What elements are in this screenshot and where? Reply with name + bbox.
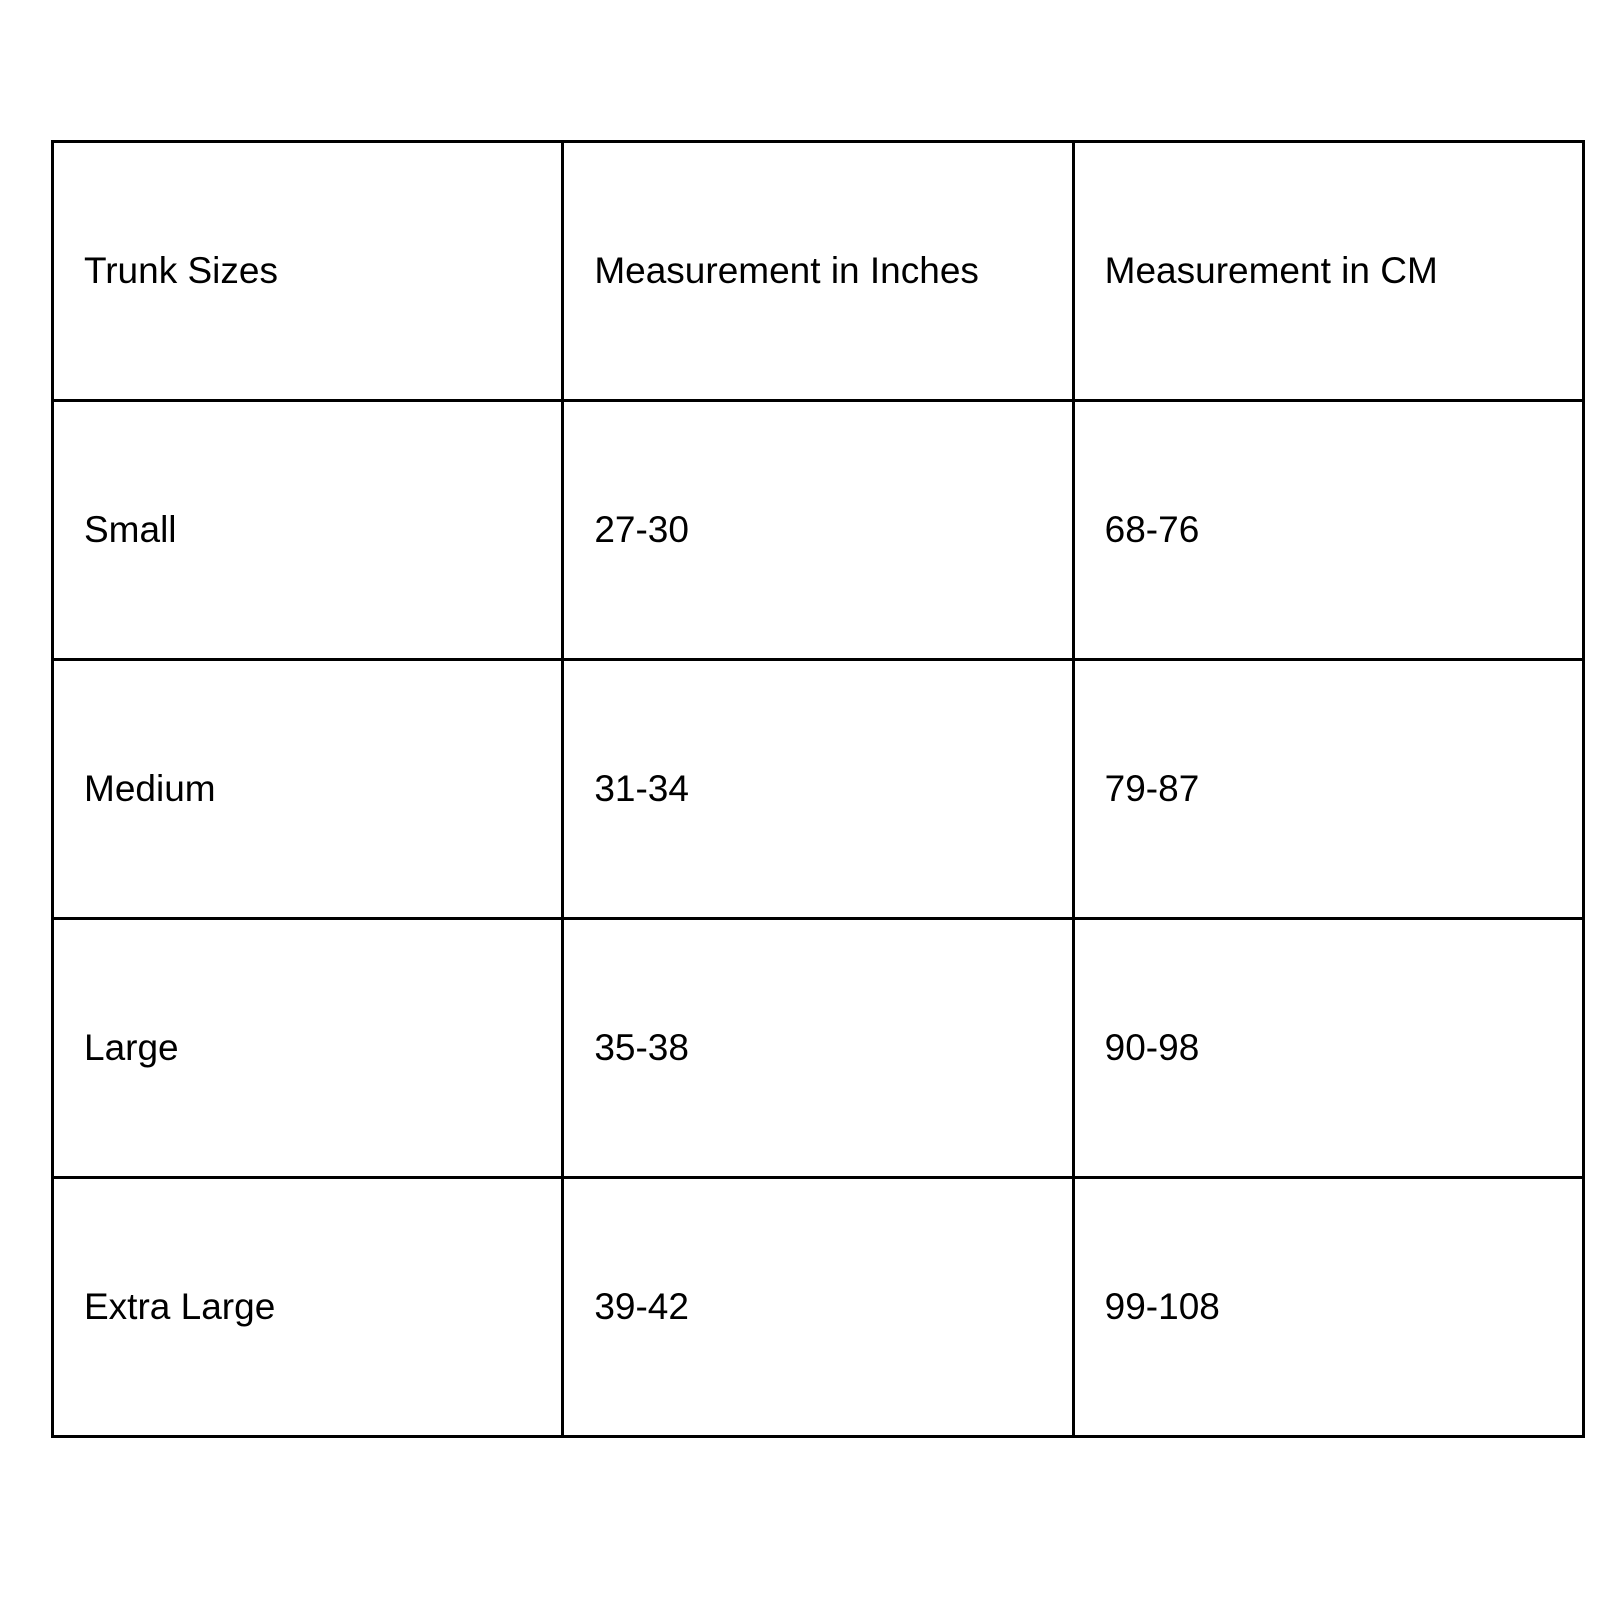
cm-cell: 99-108 <box>1073 1178 1583 1437</box>
table-row <box>53 401 1584 660</box>
table-row <box>53 1178 1584 1437</box>
header-cell-trunk-sizes: Trunk Sizes <box>53 142 563 401</box>
size-cell: Extra Large <box>53 1178 563 1437</box>
trunk-size-table <box>51 140 1585 1438</box>
cm-cell: 68-76 <box>1073 401 1583 660</box>
size-cell: Large <box>53 919 563 1178</box>
inches-cell: 39-42 <box>563 1178 1073 1437</box>
size-cell: Small <box>53 401 563 660</box>
inches-cell: 35-38 <box>563 919 1073 1178</box>
cm-cell: 79-87 <box>1073 660 1583 919</box>
header-cell-cm: Measurement in CM <box>1073 142 1583 401</box>
cm-cell: 90-98 <box>1073 919 1583 1178</box>
inches-cell: 31-34 <box>563 660 1073 919</box>
inches-cell: 27-30 <box>563 401 1073 660</box>
size-cell: Medium <box>53 660 563 919</box>
table-row <box>53 660 1584 919</box>
table-header-row <box>53 142 1584 401</box>
table-row <box>53 919 1584 1178</box>
header-cell-inches: Measurement in Inches <box>563 142 1073 401</box>
